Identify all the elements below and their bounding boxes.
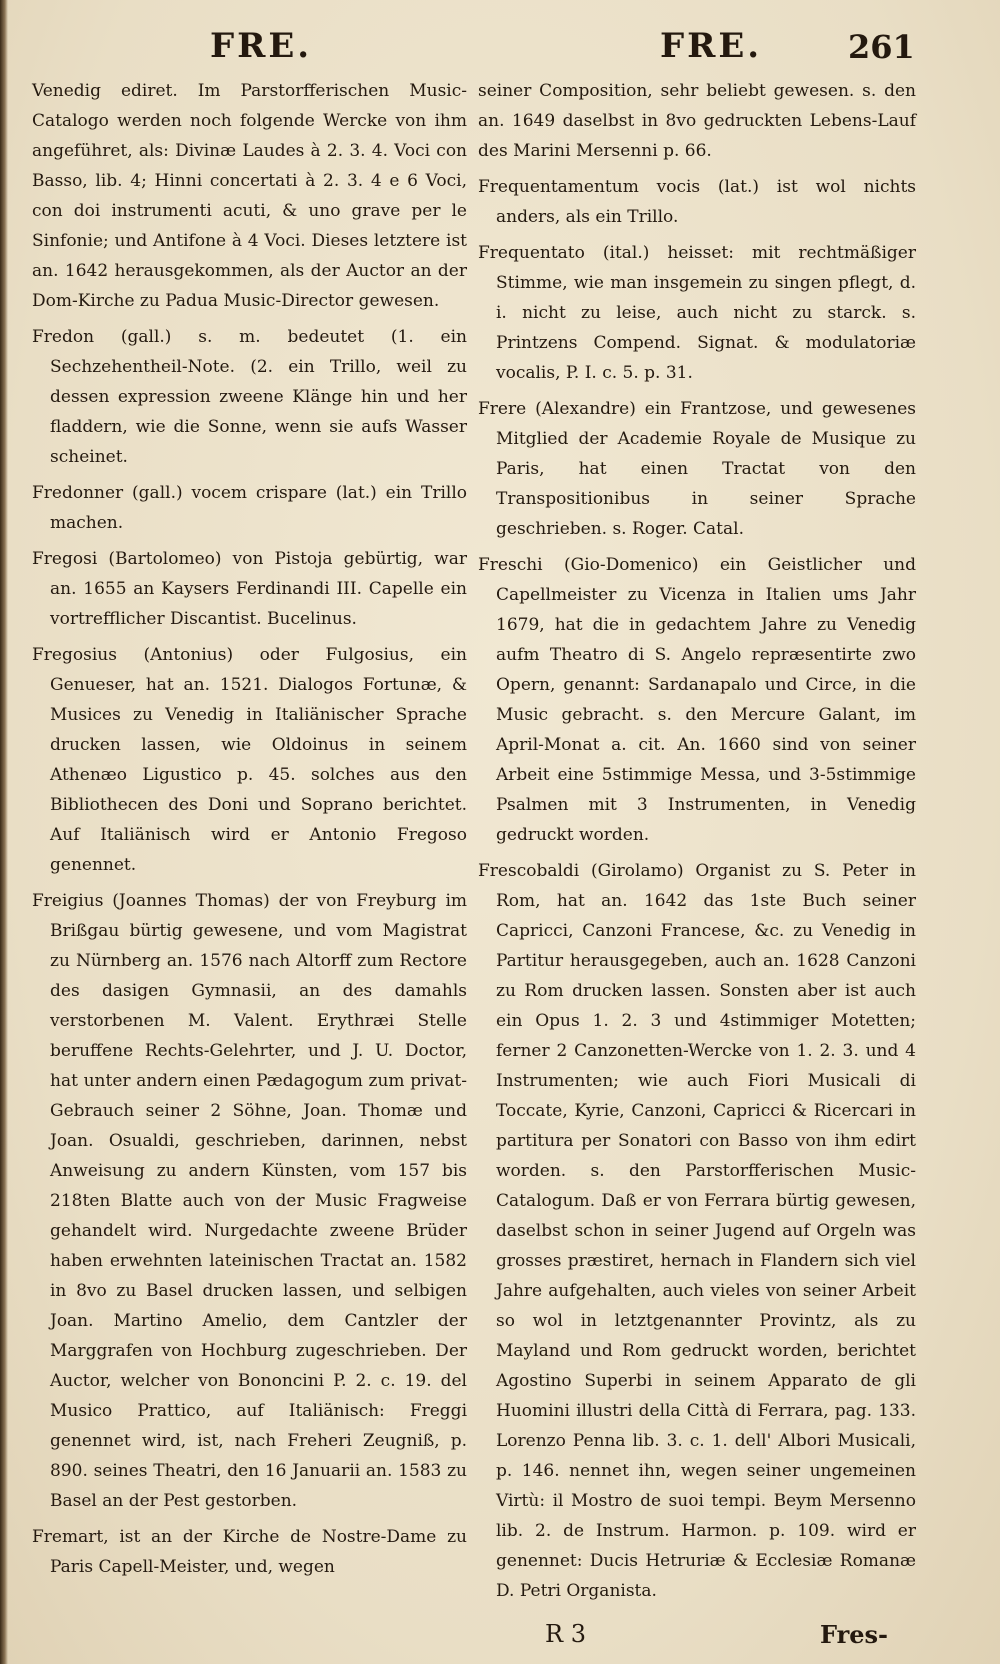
entry-frequentamentum: Frequentamentum vocis (lat.) ist wol nichts anders, als ein Trillo. <box>478 177 916 227</box>
right-running-head: FRE. <box>660 26 763 66</box>
entry-frescobaldi: Frescobaldi (Girolamo) Organist zu S. Peter in Rom, hat an. 1642 das 1ste Buch seiner Capricci, Canzoni Francese, &c. zu Venedig in Partitur herausgegeben, auch an. 1628 Canzoni zu Rom drucken lassen. Sonsten aber ist auch ein Opus 1. 2. 3 und 4stimmiger Motetten; ferner 2 Canzonetten-Wercke von 1. 2. 3. und 4 Instrumenten; wie auch Fiori Musicali di Toccate, Kyrie, Canzoni, Capricci & Ricercari in partitura per Sonatori con Basso von ihm edirt worden. s. den Parstorfferischen Music-Catalogum. Daß er von Ferrara bürtig gewesen, daselbst schon in seiner Jugend auf Orgeln was grosses præstiret, hernach in Flandern sich viel Jahre aufgehalten, auch vieles von seiner Arbeit so wol in letztgenannter Provintz, als zu Mayland und Rom gedruckt worden, berichtet Agostino Superbi in seinem Apparato de gli Huomini illustri della Città di Ferrara, pag. 133. Lorenzo Penna lib. 3. c. 1. dell' Albori Musicali, p. 146. nennet ihn, wegen seiner ungemeinen Virtù: il Mostro de suoi tempi. Beym Mersenno lib. 2. de Instrum. Harmon. p. 109. wird er genennet: Ducis Hetruriæ & Ecclesiæ Romanæ D. Petri Organista. <box>478 861 916 1601</box>
left-running-head: FRE. <box>210 26 313 66</box>
signature-mark: R 3 <box>545 1620 586 1648</box>
catchword: Fres- <box>820 1620 889 1649</box>
left-column <box>32 76 467 1582</box>
page-binding-edge <box>0 0 8 1664</box>
page-footer <box>0 1620 1000 1660</box>
entry-frequentato: Frequentato (ital.) heisset: mit rechtmäßiger Stimme, wie man insgemein zu singen pflegt, d. i. nicht zu leise, auch nicht zu starck. s. Printzens Compend. Signat. & modulatoriæ vocalis, P. I. c. 5. p. 31. <box>478 243 916 383</box>
page-number: 261 <box>848 28 915 66</box>
entry-fredonner: Fredonner (gall.) vocem crispare (lat.) ein Trillo machen. <box>32 483 467 533</box>
entry-fregosius: Fregosius (Antonius) oder Fulgosius, ein Genueser, hat an. 1521. Dialogos Fortunæ, & Musices zu Venedig in Italiänischer Sprache drucken lassen, wie Oldoinus in seinem Athenæo Ligustico p. 45. solches aus den Bibliothecen des Doni und Soprano berichtet. Auf Italiänisch wird er Antonio Fregoso genennet. <box>32 645 467 875</box>
entry-fremart: Fremart, ist an der Kirche de Nostre-Dame zu Paris Capell-Meister, und, wegen <box>32 1527 467 1577</box>
entry-frere: Frere (Alexandre) ein Frantzose, und gewesenes Mitglied der Academie Royale de Musique zu Paris, hat einen Tractat von den Transpositionibus in seiner Sprache geschrieben. s. Roger. Catal. <box>478 399 916 539</box>
entry-fregosi: Fregosi (Bartolomeo) von Pistoja gebürtig, war an. 1655 an Kaysers Ferdinandi III. Capelle ein vortrefflicher Discantist. Bucelinus. <box>32 549 467 629</box>
right-column <box>478 76 916 1606</box>
entry-freigius: Freigius (Joannes Thomas) der von Freyburg im Brißgau bürtig gewesene, und vom Magistrat zu Nürnberg an. 1576 nach Altorff zum Rectore des dasigen Gymnasii, an des damahls verstorbenen M. Valent. Erythræi Stelle beruffene Rechts-Gelehrter, und J. U. Doctor, hat unter andern einen Pædagogum zum privat-Gebrauch seiner 2 Söhne, Joan. Thomæ und Joan. Osualdi, geschrieben, darinnen, nebst Anweisung zu andern Künsten, vom 157 bis 218ten Blatte auch von der Music Fragweise gehandelt wird. Nurgedachte zweene Brüder haben erwehnten lateinischen Tractat an. 1582 in 8vo zu Basel drucken lassen, und selbigen Joan. Martino Amelio, dem Cantzler der Marggrafen von Hochburg zugeschrieben. Der Auctor, welcher von Bononcini P. 2. c. 19. del Musico Prattico, auf Italiänisch: Freggi genennet wird, ist, nach Freheri Zeugniß, p. 890. seines Theatri, den 16 Januarii an. 1583 zu Basel an der Pest gestorben. <box>32 891 467 1511</box>
running-header <box>0 22 1000 74</box>
entry-fremart-continuation: seiner Composition, sehr beliebt gewesen. s. den an. 1649 daselbst in 8vo gedruckten Lebens-Lauf des Marini Mersenni p. 66. <box>478 81 916 161</box>
entry-venedig-continuation: Venedig ediret. Im Parstorfferischen Music-Catalogo werden noch folgende Wercke von ihm angeführet, als: Divinæ Laudes à 2. 3. 4. Voci con Basso, lib. 4; Hinni concertati à 2. 3. 4 e 6 Voci, con doi instrumenti acuti, & uno grave per le Sinfonie; und Antifone à 4 Voci. Dieses letztere ist an. 1642 herausgekommen, als der Auctor an der Dom-Kirche zu Padua Music-Director gewesen. <box>32 81 467 311</box>
entry-fredon: Fredon (gall.) s. m. bedeutet (1. ein Sechzehentheil-Note. (2. ein Trillo, weil zu dessen expression zweene Klänge hin und her fladdern, wie die Sonne, wenn sie aufs Wasser scheinet. <box>32 327 467 467</box>
entry-freschi: Freschi (Gio-Domenico) ein Geistlicher und Capellmeister zu Vicenza in Italien ums Jahr 1679, hat die in gedachtem Jahre zu Venedig aufm Theatro di S. Angelo repræsentirte zwo Opern, genannt: Sardanapalo und Circe, in die Music gebracht. s. den Mercure Galant, im April-Monat a. cit. An. 1660 sind von seiner Arbeit eine 5stimmige Messa, und 3-5stimmige Psalmen mit 3 Instrumenten, in Venedig gedruckt worden. <box>478 555 916 845</box>
